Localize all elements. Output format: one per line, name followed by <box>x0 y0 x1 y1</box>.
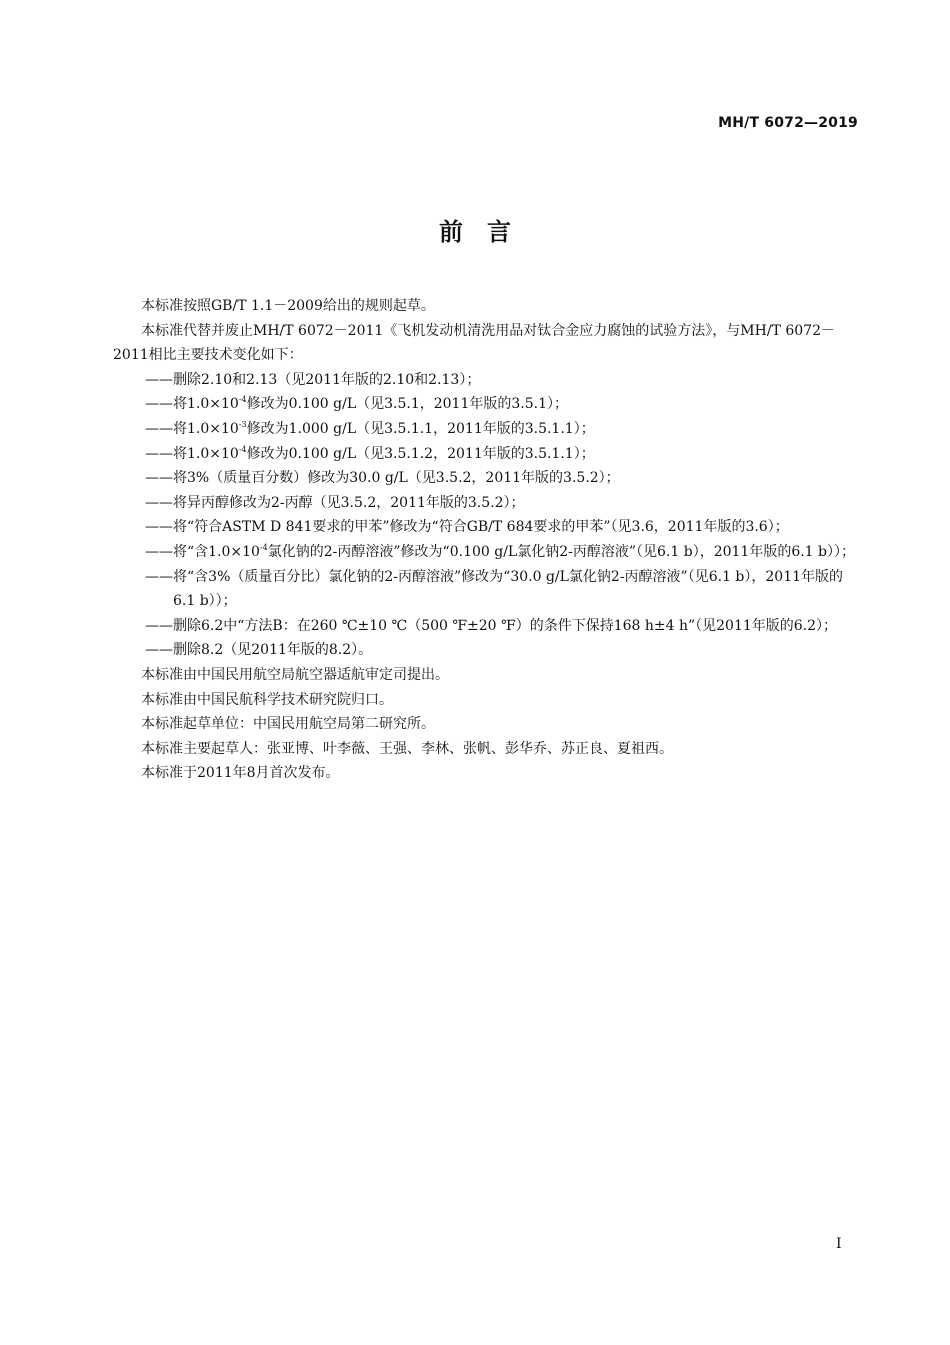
change-item: ——将“符合ASTM D 841要求的甲苯”修改为“符合GB/T 684要求的甲苯”（见3.6，2011年版的3.6）； <box>145 519 789 536</box>
change-item: ——将3%（质量百分数）修改为30.0 g/L（见3.5.2，2011年版的3.5.2）； <box>145 470 620 487</box>
paragraph: 本标准于2011年8月首次发布。 <box>141 765 340 782</box>
change-item: ——将“含$1.0\times 10^{-4}$氯化钠的2-丙醇溶液”修改为“0.100 g/L氯化钠2-丙醇溶液”（见6.1 b），2011年版的6.1 b））； <box>145 542 855 560</box>
paragraph: 本标准代替并废止MH/T 6072－2011《飞机发动机清洗用品对钛合金应力腐蚀的试验方法》，与MH/T 6072－2011相比主要技术变化如下： <box>113 322 835 364</box>
change-item: ——将异丙醇修改为2-丙醇（见3.5.2，2011年版的3.5.2）； <box>145 494 525 511</box>
change-item: ——删除2.10和2.13（见2011年版的2.10和2.13）； <box>145 371 481 388</box>
page-number: I <box>836 1236 842 1252</box>
change-item: ——将$1.0\times 10^{-3}$修改为1.000 g/L（见3.5.1.1，2011年版的3.5.1.1）； <box>145 419 595 437</box>
paragraph: 本标准由中国民用航空局航空器适航审定司提出。 <box>141 666 449 683</box>
paragraph: 本标准按照GB/T 1.1－2009给出的规则起草。 <box>141 298 435 314</box>
paragraph: 本标准起草单位：中国民用航空局第二研究所。 <box>141 716 435 733</box>
change-item: ——将$1.0\times 10^{-4}$修改为0.100 g/L（见3.5.1.2，2011年版的3.5.1.1）； <box>145 444 595 462</box>
paragraph: 本标准主要起草人：张亚博、叶李薇、王强、李林、张帆、彭华乔、苏正良、夏祖西。 <box>141 740 673 757</box>
page-title: 前 言 <box>439 218 511 246</box>
change-item: ——将$1.0\times 10^{-4}$修改为0.100 g/L（见3.5.1，2011年版的3.5.1）； <box>145 395 568 413</box>
change-item: ——删除8.2（见2011年版的8.2）。 <box>145 642 373 659</box>
foreword-body <box>113 294 860 786</box>
paragraph: 本标准由中国民航科学技术研究院归口。 <box>141 691 393 708</box>
change-item: ——删除6.2中“方法B：在260 ℃±10 ℃（500 ℉±20 ℉）的条件下保持168 h±4 h”（见2011年版的6.2）； <box>145 617 838 634</box>
change-item: ——将“含3%（质量百分比）氯化钠的2-丙醇溶液”修改为“30.0 g/L氯化钠2-丙醇溶液”（见6.1 b），2011年版的6.1 b））； <box>145 568 844 610</box>
standard-code: MH/T 6072—2019 <box>718 115 858 131</box>
